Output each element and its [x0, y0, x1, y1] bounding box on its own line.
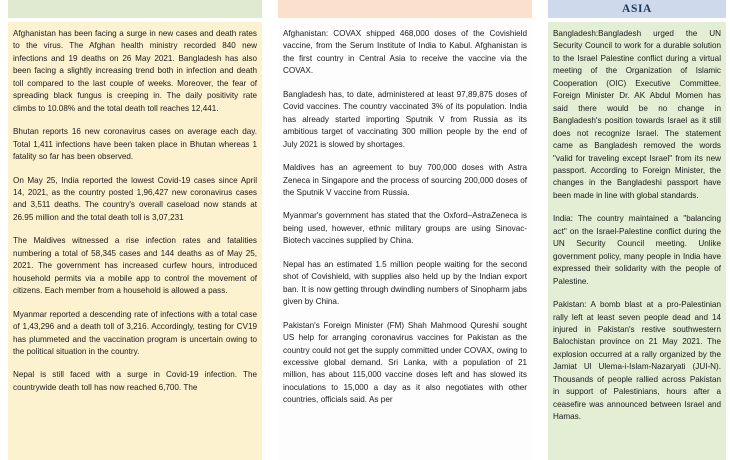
column-header-vaccines	[278, 0, 532, 18]
paragraph: Afghanistan has been facing a surge in new cases and death rates to the virus. The Afghan health ministry recorded 840 new infections and 19 deaths on 26 May 2021. Bangladesh has also been facing a slightly increasing trend both in infection and death toll compared to the last couple of weeks. Moreover, the fear of spreading black fungus is creeping in. The daily positivity rate climbs to 10.08% and the total death toll reaches 12,441.	[13, 29, 257, 113]
paragraph: Nepal has an estimated 1.5 million people waiting for the second shot of Covishield, with supplies also held up by the Indian export ban. It is now getting through dwindling numbers of Sinopharm jabs given by China.	[283, 259, 527, 307]
paragraph: Bangladesh has, to date, administered at least 97,89,875 doses of Covid vaccines. The country vaccinated 3% of its population. India has already started importing Sputnik V from Russia as its ambitious target of vaccinating 300 million people by the end of July 2021 is slowed by shortages.	[283, 89, 527, 149]
paragraph: Nepal is still faced with a surge in Covid-19 infection. The countrywide death toll has now reached 6,700. The	[13, 370, 257, 392]
paragraph: Pakistan's Foreign Minister (FM) Shah Mahmood Qureshi sought US help for arranging coronavirus vaccines for Pakistan as the country could not get the supply committed under COVAX, owing to excessive global demand. Sri Lanka, with a population of 21 million, has about 115,000 vaccine doses left and has slowed its inoculations to 15,000 a day as it also negotiates with other countries, officials said. As per	[283, 320, 527, 405]
paragraph: Myanmar's government has stated that the Oxford–AstraZeneca is being used, however, ethnic military groups are using Sinovac-Biotech vaccines supplied by China.	[283, 211, 527, 246]
paragraph: Pakistan: A bomb blast at a pro-Palestinian rally left at least seven people dead and 14 injured in Pakistan's restive southwestern Balochistan province on 21 May 2021. The explosion occurred at a rally organized by the Jamiat Ul Ulema-i-Islam-Nazaryati (JUI-N). Thousands of people rallied across Pakistan in support of Palestinians, hours after a ceasefire was announced between Israel and Hamas.	[553, 300, 721, 422]
paragraph: On May 25, India reported the lowest Covid-19 cases since April 14, 2021, as the country posted 1,96,427 new coronavirus cases and 3,511 deaths. The country's overall caseload now stands at 26.95 million and the total death toll is 3,07,231	[13, 175, 257, 222]
column-header-asia: ASIA	[548, 0, 726, 18]
column-body-cases	[8, 22, 262, 460]
paragraph: Bangladesh:Bangladesh urged the UN Security Council to work for a durable solution to the Israel Palestine conflict during a virtual meeting of the Organization of Islamic Cooperation (OIC) Executive Committee. Foreign Minister Dr. AK Abdul Momen has said there would be no change in Bangladesh's position towards Israel as it still does not recognize Israel. The statement came as Bangladesh removed the words "valid for traveling except Israel" from its new passport. According to Foreign Minister, the changes in the Bangladeshi passport have been made in line with global standards.	[553, 29, 721, 200]
paragraph: Bhutan reports 16 new coronavirus cases on average each day. Total 1,411 infections have been taken place in Bhutan whereas 1 fatality so far has been observed.	[13, 127, 257, 162]
column-asia	[540, 0, 730, 460]
column-header-cases	[8, 0, 262, 18]
paragraph: Afghanistan: COVAX shipped 468,000 doses of the Covishield vaccine, from the Serum Institute of India to Kabul. Afghanistan is the first country in Central Asia to receive the vaccine via the COVAX.	[283, 29, 527, 76]
column-cases	[0, 0, 270, 460]
paragraph: Maldives has an agreement to buy 700,000 doses with Astra Zeneca in Singapore and the process of sourcing 200,000 doses of the Sputnik V vaccine from Russia.	[283, 163, 527, 197]
paragraph: India: The country maintained a "balancing act" on the Israel-Palestine conflict during the UN Security Council meeting. Unlike government policy, many people in India have expressed their solidarity with the people of Palestine.	[553, 214, 721, 286]
paragraph: Myanmar reported a descending rate of infections with a total case of 1,43,296 and a death toll of 3,216. Accordingly, testing for CV19 has plummeted and the vaccination program is uncertain owing to the political situation in the country.	[13, 309, 257, 356]
paragraph: The Maldives witnessed a rise infection rates and fatalities numbering a total of 58,345 cases and 144 deaths as of May 25, 2021. The government has increased curfew hours, introduced household permits via a mobile app to control the movement of citizens. Each member from a household is allowed a pass.	[13, 236, 257, 296]
column-body-asia	[548, 22, 726, 460]
column-vaccines	[270, 0, 540, 460]
column-body-vaccines	[278, 22, 532, 460]
